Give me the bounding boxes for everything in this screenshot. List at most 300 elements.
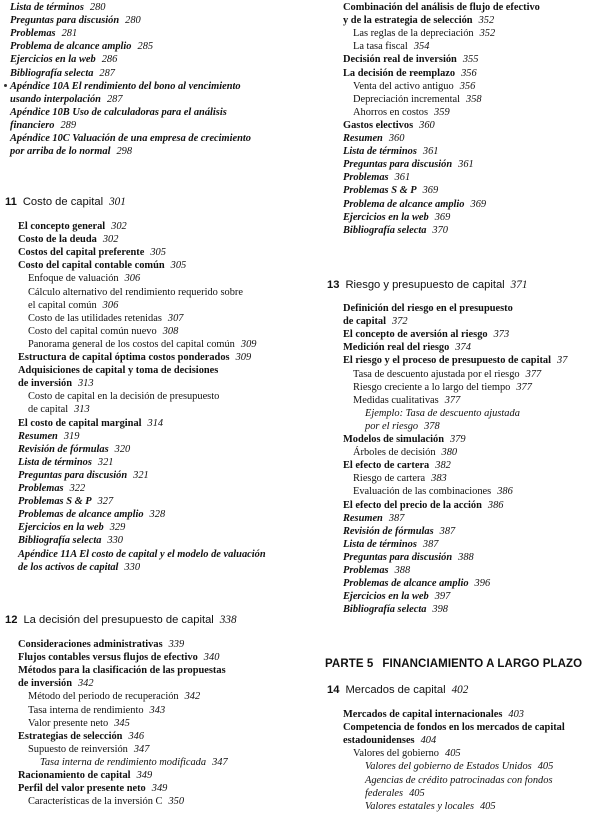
toc-entry-title: Valor presente neto — [28, 717, 109, 729]
toc-entry — [18, 521, 125, 534]
toc-entry-page: 386 — [497, 486, 513, 498]
toc-entry-page: 404 — [420, 735, 437, 747]
chapter-number: 14 — [327, 684, 340, 696]
toc-entry — [18, 495, 113, 508]
toc-entry — [40, 756, 228, 769]
toc-entry-title: Problema de alcance amplio — [343, 198, 465, 210]
toc-entry-title: Definición del riesgo en el presupuesto — [343, 303, 513, 314]
toc-entry — [365, 420, 440, 433]
chapter-number: 11 — [5, 196, 17, 208]
toc-entry — [18, 482, 85, 495]
toc-entry-page: 405 — [537, 761, 554, 773]
toc-entry — [365, 760, 553, 773]
toc-entry-title: Lista de términos — [343, 146, 417, 158]
toc-entry-page: 306 — [102, 299, 119, 311]
toc-entry — [343, 734, 436, 747]
toc-entry — [343, 1, 540, 14]
toc-entry-page: 369 — [422, 185, 439, 197]
toc-entry — [343, 577, 490, 590]
toc-entry — [343, 184, 438, 197]
toc-entry-page: 330 — [124, 561, 141, 573]
toc-entry — [343, 721, 565, 734]
toc-entry-page: 289 — [60, 119, 77, 131]
toc-entry-title: Panorama general de los costos del capital común — [28, 338, 235, 350]
toc-entry-title: Preguntas para discusión — [343, 159, 453, 171]
toc-entry-page: 356 — [461, 67, 477, 79]
toc-entry — [343, 354, 567, 367]
toc-entry-title: Problemas — [343, 565, 389, 576]
toc-entry — [18, 548, 266, 561]
toc-entry-title: Depreciación incremental — [353, 93, 461, 105]
toc-entry-title: Decisión real de inversión — [343, 54, 457, 66]
toc-entry-page: 383 — [431, 473, 447, 485]
toc-entry-title: Problemas de alcance amplio — [343, 578, 469, 590]
toc-entry-page: 387 — [388, 512, 405, 524]
toc-entry — [365, 787, 425, 800]
toc-entry-title: El efecto del precio de la acción — [343, 499, 482, 511]
toc-entry — [18, 677, 94, 690]
toc-entry — [343, 198, 486, 211]
toc-entry-title: Bibliografía selecta — [343, 604, 427, 616]
toc-entry-page: 314 — [147, 417, 164, 429]
toc-entry — [28, 717, 130, 730]
toc-entry-title: de capital — [343, 316, 387, 328]
toc-entry — [343, 132, 404, 145]
toc-entry — [353, 446, 457, 459]
toc-entry — [10, 106, 227, 119]
toc-entry-page: 360 — [419, 119, 435, 131]
toc-entry-page: 405 — [479, 800, 496, 812]
toc-entry-title: Tasa de descuento ajustada por el riesgo — [353, 368, 520, 380]
toc-entry — [18, 769, 152, 782]
stray-mark — [4, 84, 7, 87]
toc-entry-title: Flujos contables versus flujos de efectivo — [18, 652, 198, 664]
toc-entry-title: Revisión de fórmulas — [18, 443, 109, 455]
toc-entry — [28, 795, 184, 808]
toc-entry — [18, 351, 251, 364]
toc-entry — [343, 433, 466, 446]
toc-entry-page: 319 — [63, 430, 80, 442]
toc-entry — [18, 259, 186, 272]
toc-entry — [18, 456, 114, 469]
toc-entry-page: 280 — [89, 2, 106, 13]
toc-entry-title: Problemas — [18, 483, 64, 494]
toc-entry — [353, 40, 429, 53]
toc-entry-page: 285 — [137, 41, 154, 53]
chapter-heading — [327, 683, 468, 697]
toc-entry-page: 361 — [422, 146, 439, 158]
toc-entry — [353, 394, 460, 407]
toc-entry-page: 329 — [109, 522, 126, 534]
toc-entry — [10, 145, 132, 158]
toc-entry-title: Medición real del riesgo — [343, 342, 450, 354]
toc-entry-title: Revisión de fórmulas — [343, 525, 434, 537]
toc-entry-title: El riesgo y el proceso de presupuesto de capital — [343, 355, 552, 367]
toc-entry-page: 354 — [413, 41, 430, 53]
toc-entry — [343, 67, 477, 80]
toc-entry — [343, 302, 513, 315]
toc-entry-page: 339 — [168, 639, 185, 650]
toc-entry — [343, 512, 404, 525]
toc-entry — [18, 364, 218, 377]
chapter-title: Costo de capital — [22, 196, 104, 208]
toc-entry-title: Bibliografía selecta — [343, 224, 427, 236]
toc-entry — [28, 312, 184, 325]
toc-entry — [343, 603, 448, 616]
toc-entry-page: 352 — [478, 15, 495, 27]
toc-entry-title: Características de la inversión C — [28, 796, 163, 808]
toc-entry-page: 379 — [450, 434, 466, 445]
toc-entry-page: 302 — [102, 234, 119, 246]
toc-entry — [353, 368, 541, 381]
toc-entry-title: Ejercicios en la web — [18, 522, 104, 534]
toc-entry — [10, 14, 141, 27]
chapter-number: 13 — [327, 279, 340, 291]
toc-entry — [28, 272, 140, 285]
toc-entry-title: usando interpolación — [10, 93, 101, 105]
toc-entry-page: 322 — [69, 483, 86, 494]
toc-entry-page: 343 — [149, 704, 166, 716]
toc-entry — [10, 53, 117, 66]
part-heading — [325, 657, 582, 671]
toc-entry-title: Lista de términos — [343, 538, 417, 550]
toc-entry — [18, 508, 165, 521]
toc-entry-page: 302 — [111, 221, 127, 232]
toc-entry-page: 380 — [441, 447, 458, 459]
toc-entry — [28, 690, 200, 703]
toc-entry-page: 387 — [439, 525, 456, 537]
toc-entry-title: El efecto de cartera — [343, 460, 430, 472]
toc-entry-page: 287 — [106, 93, 123, 105]
toc-entry-title: Problemas — [10, 28, 56, 40]
toc-entry-title: por el riesgo — [365, 420, 419, 432]
toc-entry — [18, 417, 163, 430]
toc-entry — [343, 538, 439, 551]
toc-entry-page: 388 — [394, 565, 411, 576]
toc-entry — [18, 430, 79, 443]
toc-entry-title: Venta del activo antiguo — [353, 80, 454, 92]
toc-entry-page: 405 — [445, 748, 461, 760]
toc-entry-page: 349 — [136, 770, 153, 781]
toc-entry — [18, 377, 94, 390]
toc-entry-page: 377 — [444, 394, 461, 406]
toc-entry — [18, 664, 226, 677]
toc-entry-title: Evaluación de las combinaciones — [353, 486, 492, 498]
toc-entry-page: 349 — [151, 783, 168, 795]
toc-entry-page: 359 — [434, 106, 450, 118]
toc-entry — [10, 80, 241, 93]
toc-entry-title: estadounidenses — [343, 735, 415, 747]
toc-entry-title: Métodos para la clasificación de las propuestas — [18, 665, 226, 677]
toc-entry-title: Preguntas para discusión — [18, 469, 128, 481]
chapter-number: 12 — [5, 614, 18, 626]
toc-entry-title: Resumen — [343, 133, 383, 144]
toc-entry-title: Bibliografía selecta — [10, 67, 94, 79]
toc-entry-title: Costo del capital común nuevo — [28, 325, 157, 337]
toc-entry-page: 328 — [149, 509, 166, 521]
toc-entry-title: el capital común — [28, 299, 97, 311]
toc-entry-title: Apéndice 11A El costo de capital y el modelo de valuación — [18, 548, 266, 560]
toc-entry-title: El concepto de aversión al riesgo — [343, 329, 488, 341]
toc-entry — [28, 299, 118, 312]
toc-entry — [10, 67, 115, 80]
toc-entry-title: Ejemplo: Tasa de descuento ajustada — [365, 407, 520, 419]
toc-entry — [343, 315, 408, 328]
toc-entry-page: 388 — [458, 551, 474, 563]
toc-entry-page: 308 — [162, 325, 179, 337]
toc-entry — [18, 246, 166, 259]
toc-entry — [343, 459, 451, 472]
toc-entry — [10, 132, 251, 145]
toc-entry — [343, 499, 504, 512]
toc-entry — [18, 651, 219, 664]
toc-entry-page: 342 — [77, 678, 94, 690]
toc-entry — [343, 14, 494, 27]
toc-entry — [353, 93, 482, 106]
toc-entry-page: 352 — [479, 28, 496, 40]
toc-entry — [18, 469, 149, 482]
toc-entry-page: 386 — [487, 499, 504, 511]
toc-entry — [343, 525, 455, 538]
part-label: PARTE 5 — [325, 658, 374, 670]
toc-entry-title: Ejercicios en la web — [343, 591, 429, 603]
toc-entry-title: Las reglas de la depreciación — [353, 28, 474, 40]
toc-entry-page: 377 — [516, 381, 532, 393]
toc-entry-page: 305 — [170, 260, 187, 272]
toc-entry-title: Método del periodo de recuperación — [28, 691, 179, 703]
toc-entry — [10, 1, 106, 14]
toc-entry-title: financiero — [10, 119, 55, 131]
toc-entry — [18, 561, 140, 574]
toc-entry-title: Ejercicios en la web — [343, 211, 429, 223]
toc-entry-title: Costo de capital en la decisión de presupuesto — [28, 391, 220, 403]
toc-entry-title: El concepto general — [18, 221, 106, 232]
toc-entry-title: Árboles de decisión — [353, 447, 436, 459]
toc-entry — [353, 472, 447, 485]
chapter-title: Mercados de capital — [345, 684, 446, 696]
toc-entry-page: 377 — [525, 368, 542, 380]
toc-entry-page: 321 — [97, 456, 114, 468]
toc-entry-page: 373 — [493, 329, 510, 341]
toc-entry-title: Costos del capital preferente — [18, 247, 145, 259]
chapter-page: 371 — [510, 279, 528, 291]
toc-entry-title: Adquisiciones de capital y toma de decisiones — [18, 365, 219, 377]
toc-entry-page: 342 — [184, 691, 201, 703]
toc-entry-title: de los activos de capital — [18, 561, 119, 573]
toc-entry-page: 347 — [212, 756, 228, 768]
toc-entry-title: Problema de alcance amplio — [10, 41, 132, 53]
toc-entry-title: Lista de términos — [10, 2, 84, 13]
toc-entry-title: Agencias de crédito patrocinadas con fondos — [365, 774, 553, 786]
toc-entry-page: 403 — [508, 709, 524, 720]
toc-entry — [343, 328, 509, 341]
toc-entry-title: Resumen — [343, 512, 383, 524]
toc-entry — [353, 381, 532, 394]
toc-entry-page: 345 — [114, 717, 130, 729]
toc-entry — [343, 564, 410, 577]
chapter-page: 402 — [451, 684, 469, 696]
toc-entry — [18, 534, 123, 547]
toc-entry — [343, 158, 474, 171]
toc-entry-title: Cálculo alternativo del rendimiento requerido sobre — [28, 286, 243, 298]
toc-entry — [10, 119, 76, 132]
toc-entry — [343, 551, 474, 564]
toc-entry-page: 355 — [462, 54, 479, 66]
part-title: FINANCIAMIENTO A LARGO PLAZO — [382, 658, 583, 670]
toc-entry-title: Consideraciones administrativas — [18, 639, 163, 650]
toc-entry-page: 307 — [167, 312, 184, 324]
toc-entry-title: Riesgo creciente a lo largo del tiempo — [353, 381, 511, 393]
toc-entry-title: Modelos de simulación — [343, 434, 445, 445]
toc-entry-page: 309 — [240, 338, 257, 350]
toc-entry-page: 378 — [424, 420, 440, 432]
toc-entry-page: 405 — [409, 787, 425, 799]
toc-entry-title: Bibliografía selecta — [18, 535, 102, 547]
toc-entry-title: Apéndice 10C Valuación de una empresa de crecimiento — [10, 133, 251, 144]
toc-entry-page: 298 — [116, 146, 133, 158]
toc-entry-title: Ejercicios en la web — [10, 54, 96, 66]
toc-entry-title: por arriba de lo normal — [10, 146, 111, 158]
toc-entry-title: Perfil del valor presente neto — [18, 783, 146, 795]
chapter-heading — [5, 195, 126, 209]
toc-entry-title: Supuesto de reinversión — [28, 743, 128, 755]
toc-entry — [10, 93, 123, 106]
toc-entry-title: La decisión de reemplazo — [343, 67, 456, 79]
toc-entry-title: Costo del capital contable común — [18, 260, 165, 272]
toc-entry-page: 280 — [125, 15, 141, 27]
toc-entry-title: Preguntas para discusión — [343, 551, 453, 563]
toc-entry-page: 286 — [101, 54, 118, 66]
toc-entry-page: 360 — [388, 133, 405, 144]
toc-entry-title: La tasa fiscal — [353, 41, 408, 53]
toc-entry — [343, 145, 439, 158]
toc-entry — [18, 638, 184, 651]
toc-entry-page: 346 — [128, 730, 145, 742]
toc-entry — [28, 325, 178, 338]
toc-entry-title: Preguntas para discusión — [10, 15, 120, 27]
toc-entry-page: 309 — [235, 352, 252, 363]
toc-entry-page: 398 — [432, 604, 448, 616]
toc-entry-page: 350 — [168, 796, 185, 808]
toc-entry-title: Costo de las utilidades retenidas — [28, 312, 162, 324]
toc-entry — [343, 708, 524, 721]
toc-entry — [28, 704, 165, 717]
toc-entry-page: 361 — [458, 159, 474, 171]
toc-entry-title: de inversión — [18, 378, 72, 390]
toc-entry-title: Apéndice 10B Uso de calculadoras para el análisis — [10, 106, 227, 118]
toc-entry-title: Ahorros en costos — [353, 106, 429, 118]
toc-entry-title: Competencia de fondos en los mercados de capital — [343, 722, 565, 734]
chapter-title: Riesgo y presupuesto de capital — [345, 279, 505, 291]
toc-entry — [365, 407, 520, 420]
toc-entry — [343, 211, 450, 224]
toc-entry-page: 358 — [466, 93, 482, 105]
toc-entry-page: 370 — [432, 224, 448, 236]
chapter-page: 301 — [109, 196, 126, 208]
toc-entry-title: Problemas de alcance amplio — [18, 509, 144, 521]
toc-entry-page: 356 — [459, 80, 476, 92]
toc-entry-title: Valores estatales y locales — [365, 800, 474, 812]
toc-entry-title: Estrategias de selección — [18, 730, 123, 742]
toc-entry — [343, 590, 450, 603]
toc-entry — [10, 40, 153, 53]
toc-entry-title: y de la estrategia de selección — [343, 15, 473, 27]
toc-entry-page: 382 — [435, 460, 451, 472]
toc-entry — [18, 443, 130, 456]
toc-entry-page: 340 — [203, 652, 220, 664]
toc-entry — [10, 27, 77, 40]
toc-entry-title: Racionamiento de capital — [18, 770, 131, 781]
toc-entry-title: Problemas S & P — [18, 496, 92, 508]
toc-entry-title: Gastos electivos — [343, 119, 414, 131]
toc-entry-title: Costo de la deuda — [18, 234, 97, 246]
toc-entry-page: 327 — [97, 496, 114, 508]
chapter-heading — [5, 613, 237, 627]
toc-entry-title: Apéndice 10A El rendimiento del bono al vencimiento — [10, 80, 241, 92]
toc-entry — [18, 233, 118, 246]
toc-entry-page: 396 — [474, 578, 491, 590]
toc-entry-page: 372 — [392, 316, 408, 328]
toc-entry — [353, 80, 475, 93]
toc-entry — [18, 220, 127, 233]
chapter-page: 338 — [219, 614, 237, 626]
toc-entry-title: Riesgo de cartera — [353, 473, 426, 485]
toc-entry-page: 361 — [394, 172, 411, 184]
toc-entry-title: Tasa interna de rendimiento modificada — [40, 756, 207, 768]
toc-entry-page: 305 — [150, 247, 166, 259]
toc-entry-page: 320 — [114, 443, 131, 455]
toc-entry-title: Medidas cualitativas — [353, 394, 439, 406]
toc-entry — [28, 286, 243, 299]
toc-entry-page: 306 — [124, 273, 141, 285]
toc-entry-title: Tasa interna de rendimiento — [28, 704, 144, 716]
toc-entry-page: 330 — [107, 535, 123, 547]
toc-entry-page: 37 — [557, 355, 568, 367]
toc-entry-title: El costo de capital marginal — [18, 417, 142, 429]
toc-entry-title: Combinación del análisis de flujo de efectivo — [343, 2, 540, 13]
toc-entry-page: 287 — [99, 67, 115, 79]
toc-entry — [28, 743, 149, 756]
toc-entry — [353, 106, 450, 119]
toc-entry-title: Estructura de capital óptima costos ponderados — [18, 352, 230, 363]
toc-entry-page: 374 — [455, 342, 471, 354]
toc-entry-title: Problemas S & P — [343, 185, 417, 197]
toc-entry-title: federales — [365, 787, 404, 799]
toc-entry — [28, 338, 256, 351]
toc-entry — [353, 27, 495, 40]
toc-entry-page: 369 — [470, 198, 487, 210]
toc-entry-page: 313 — [77, 378, 94, 390]
toc-entry-title: de capital — [28, 404, 69, 416]
toc-entry-page: 369 — [434, 211, 451, 223]
toc-entry — [343, 119, 435, 132]
toc-entry — [343, 53, 478, 66]
toc-entry — [18, 782, 167, 795]
chapter-title: La decisión del presupuesto de capital — [23, 614, 214, 626]
toc-entry-page: 321 — [133, 469, 149, 481]
toc-entry-title: Valores del gobierno de Estados Unidos — [365, 761, 532, 773]
toc-entry — [343, 224, 448, 237]
toc-entry — [353, 485, 513, 498]
toc-entry — [18, 730, 144, 743]
toc-entry-title: Resumen — [18, 430, 58, 442]
chapter-heading — [327, 278, 527, 292]
toc-entry — [365, 774, 552, 787]
toc-entry-title: Mercados de capital internacionales — [343, 709, 503, 720]
toc-entry — [353, 747, 461, 760]
toc-entry-page: 387 — [422, 538, 439, 550]
toc-entry — [343, 171, 410, 184]
